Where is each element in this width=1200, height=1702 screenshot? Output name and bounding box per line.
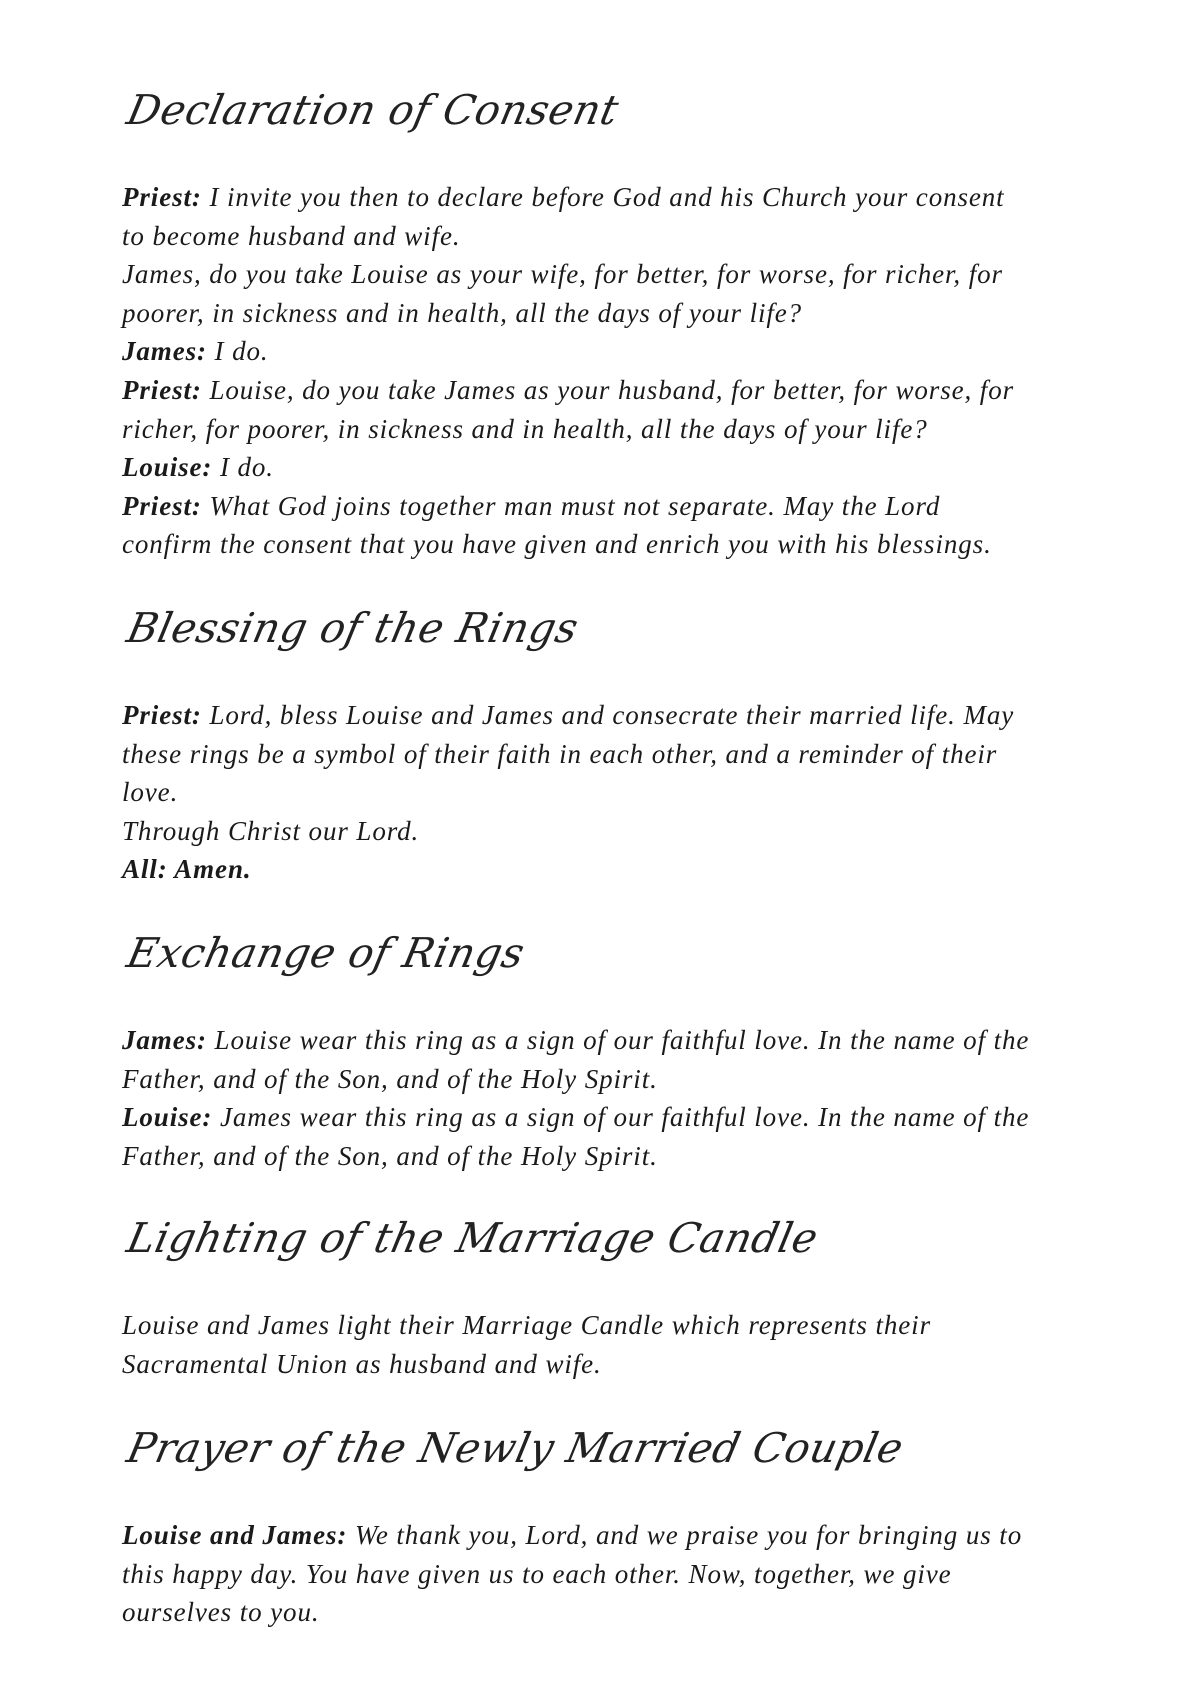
text-line [122, 1098, 1132, 1137]
text-line [122, 448, 1132, 487]
line-text: Louise and James light their Marriage Candle which represents their [122, 1310, 931, 1340]
section-prayer-of-the-newly-married-couple [122, 1420, 1132, 1632]
line-text: I do. [212, 452, 274, 483]
section-title: Lighting of the Marriage Candle [122, 1214, 823, 1262]
speaker-label: Louise and James: [122, 1520, 348, 1550]
text-line [122, 371, 1132, 410]
text-line [122, 773, 1132, 812]
response-label: All: Amen. [122, 854, 252, 885]
section-title: Blessing of the Rings [122, 604, 583, 652]
speaker-label: James: [122, 1025, 207, 1055]
section-body [122, 1516, 1132, 1632]
text-line [122, 735, 1132, 774]
line-text: love. [122, 777, 179, 808]
text-line [122, 1345, 1132, 1384]
text-line [122, 217, 1132, 256]
text-line [122, 178, 1132, 217]
line-text: I invite you then to declare before God and his Church your consent [201, 182, 1005, 212]
section-lighting-of-the-marriage-candle [122, 1210, 1132, 1383]
speaker-label: James: [122, 336, 207, 367]
line-text: to become husband and wife. [122, 220, 461, 251]
line-text: Lord, bless Louise and James and consecrate their married life. May [201, 700, 1015, 730]
line-text: I do. [206, 336, 269, 367]
section-body [122, 1306, 1132, 1383]
line-text: Sacramental Union as husband and wife. [122, 1348, 602, 1379]
text-line [122, 850, 1132, 889]
text-line [122, 410, 1132, 449]
section-title: Exchange of Rings [122, 929, 529, 977]
text-line [122, 525, 1132, 564]
line-text: poorer, in sickness and in health, all the days of your life? [122, 297, 803, 328]
line-text: ourselves to you. [122, 1597, 320, 1628]
text-line [122, 1306, 1132, 1345]
speaker-label: Priest: [122, 374, 202, 405]
text-line [122, 332, 1132, 371]
speaker-label: Priest: [122, 182, 202, 212]
line-text: these rings be a symbol of their faith in each other, and a reminder of their [122, 738, 998, 769]
line-text: What God joins together man must not separate. May the Lord [201, 490, 941, 521]
speaker-label: Louise: [122, 452, 213, 483]
section-title: Prayer of the Newly Married Couple [122, 1424, 908, 1472]
line-text: Louise, do you take James as your husband, for better, for worse, for [201, 374, 1015, 405]
line-text: confirm the consent that you have given and enrich you with his blessings. [122, 529, 992, 560]
section-body [122, 178, 1132, 564]
text-line [122, 1060, 1132, 1099]
text-line [122, 696, 1132, 735]
text-line [122, 487, 1132, 526]
section-exchange-of-rings [122, 925, 1132, 1175]
line-text: this happy day. You have given us to each other. Now, together, we give [122, 1558, 952, 1589]
text-line [122, 1021, 1132, 1060]
line-text: Through Christ our Lord. [122, 815, 420, 846]
line-text: James, do you take Louise as your wife, for better, for worse, for richer, for [122, 259, 1003, 290]
text-line [122, 812, 1132, 851]
text-line [122, 1555, 1132, 1594]
line-text: Father, and of the Son, and of the Holy Spirit. [122, 1140, 658, 1171]
line-text: Louise wear this ring as a sign of our faithful love. In the name of the [206, 1025, 1030, 1055]
speaker-label: Priest: [122, 700, 202, 730]
text-line [122, 255, 1132, 294]
section-title: Declaration of Consent [122, 86, 624, 134]
text-line [122, 1137, 1132, 1176]
text-line [122, 1516, 1132, 1555]
line-text: Father, and of the Son, and of the Holy Spirit. [122, 1063, 658, 1094]
section-body [122, 696, 1132, 889]
text-line [122, 1593, 1132, 1632]
speaker-label: Louise: [122, 1102, 213, 1133]
section-body [122, 1021, 1132, 1175]
section-declaration-of-consent [122, 82, 1132, 564]
speaker-label: Priest: [122, 490, 202, 521]
line-text: James wear this ring as a sign of our faithful love. In the name of the [212, 1102, 1030, 1133]
text-line [122, 294, 1132, 333]
line-text: We thank you, Lord, and we praise you for bringing us to [347, 1520, 1023, 1550]
line-text: richer, for poorer, in sickness and in health, all the days of your life? [122, 413, 928, 444]
section-blessing-of-the-rings [122, 600, 1132, 889]
